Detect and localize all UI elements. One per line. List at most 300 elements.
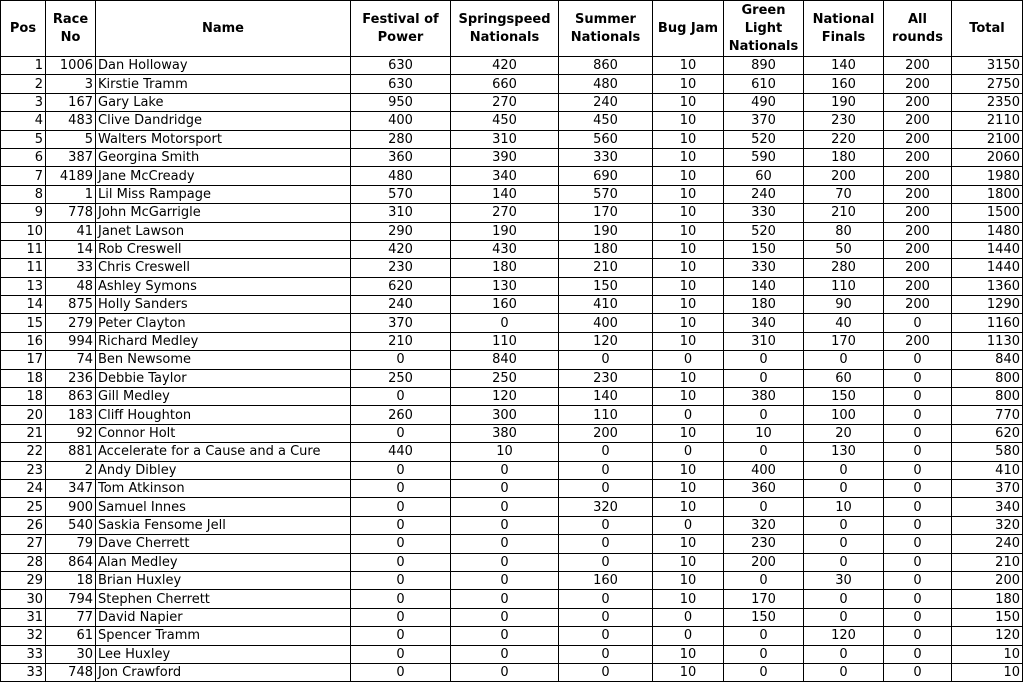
name-cell: Clive Dandridge — [96, 112, 351, 130]
column-header-bug-jam: Bug Jam — [653, 1, 724, 57]
green-light-nationals-cell: 0 — [724, 627, 804, 645]
name-cell: Tom Atkinson — [96, 479, 351, 497]
all-rounds-cell: 0 — [884, 516, 952, 534]
total-cell: 840 — [952, 351, 1023, 369]
springspeed-nationals-cell: 420 — [451, 57, 559, 75]
summer-nationals-cell: 0 — [559, 461, 653, 479]
springspeed-nationals-cell: 0 — [451, 663, 559, 681]
summer-nationals-cell: 320 — [559, 498, 653, 516]
national-finals-cell: 280 — [804, 259, 884, 277]
total-cell: 1160 — [952, 314, 1023, 332]
all-rounds-cell: 200 — [884, 130, 952, 148]
green-light-nationals-cell: 380 — [724, 388, 804, 406]
name-cell: Rob Creswell — [96, 240, 351, 258]
total-cell: 210 — [952, 553, 1023, 571]
table-row — [1, 112, 1023, 130]
springspeed-nationals-cell: 270 — [451, 204, 559, 222]
bug-jam-cell: 10 — [653, 535, 724, 553]
national-finals-cell: 140 — [804, 57, 884, 75]
table-row — [1, 627, 1023, 645]
springspeed-nationals-cell: 0 — [451, 608, 559, 626]
total-cell: 1130 — [952, 332, 1023, 350]
name-cell: Richard Medley — [96, 332, 351, 350]
festival-of-power-cell: 310 — [351, 204, 451, 222]
total-cell: 620 — [952, 424, 1023, 442]
bug-jam-cell: 10 — [653, 645, 724, 663]
summer-nationals-cell: 240 — [559, 93, 653, 111]
pos-cell: 25 — [1, 498, 46, 516]
festival-of-power-cell: 0 — [351, 461, 451, 479]
name-cell: Cliff Houghton — [96, 406, 351, 424]
festival-of-power-cell: 0 — [351, 498, 451, 516]
name-cell: Connor Holt — [96, 424, 351, 442]
green-light-nationals-cell: 240 — [724, 185, 804, 203]
total-cell: 200 — [952, 571, 1023, 589]
race-no-cell: 540 — [46, 516, 96, 534]
pos-cell: 32 — [1, 627, 46, 645]
race-no-cell: 748 — [46, 663, 96, 681]
total-cell: 10 — [952, 645, 1023, 663]
pos-cell: 14 — [1, 296, 46, 314]
national-finals-cell: 150 — [804, 388, 884, 406]
pos-cell: 1 — [1, 57, 46, 75]
name-cell: David Napier — [96, 608, 351, 626]
national-finals-cell: 100 — [804, 406, 884, 424]
pos-cell: 11 — [1, 259, 46, 277]
all-rounds-cell: 200 — [884, 296, 952, 314]
total-cell: 320 — [952, 516, 1023, 534]
race-no-cell: 92 — [46, 424, 96, 442]
pos-cell: 18 — [1, 388, 46, 406]
green-light-nationals-cell: 340 — [724, 314, 804, 332]
name-cell: Jon Crawford — [96, 663, 351, 681]
name-cell: Alan Medley — [96, 553, 351, 571]
name-cell: Spencer Tramm — [96, 627, 351, 645]
bug-jam-cell: 10 — [653, 388, 724, 406]
summer-nationals-cell: 400 — [559, 314, 653, 332]
total-cell: 1360 — [952, 277, 1023, 295]
green-light-nationals-cell: 170 — [724, 590, 804, 608]
festival-of-power-cell: 0 — [351, 663, 451, 681]
pos-cell: 30 — [1, 590, 46, 608]
festival-of-power-cell: 370 — [351, 314, 451, 332]
all-rounds-cell: 200 — [884, 148, 952, 166]
green-light-nationals-cell: 200 — [724, 553, 804, 571]
green-light-nationals-cell: 0 — [724, 645, 804, 663]
festival-of-power-cell: 0 — [351, 535, 451, 553]
summer-nationals-cell: 0 — [559, 627, 653, 645]
national-finals-cell: 0 — [804, 351, 884, 369]
green-light-nationals-cell: 0 — [724, 443, 804, 461]
table-row — [1, 167, 1023, 185]
springspeed-nationals-cell: 250 — [451, 369, 559, 387]
summer-nationals-cell: 0 — [559, 443, 653, 461]
summer-nationals-cell: 0 — [559, 479, 653, 497]
race-no-cell: 1006 — [46, 57, 96, 75]
name-cell: Holly Sanders — [96, 296, 351, 314]
column-header-race-no: Race No — [46, 1, 96, 57]
race-no-cell: 14 — [46, 240, 96, 258]
pos-cell: 18 — [1, 369, 46, 387]
green-light-nationals-cell: 310 — [724, 332, 804, 350]
summer-nationals-cell: 690 — [559, 167, 653, 185]
springspeed-nationals-cell: 840 — [451, 351, 559, 369]
table-row — [1, 571, 1023, 589]
festival-of-power-cell: 570 — [351, 185, 451, 203]
table-row — [1, 535, 1023, 553]
race-no-cell: 2 — [46, 461, 96, 479]
pos-cell: 24 — [1, 479, 46, 497]
national-finals-cell: 50 — [804, 240, 884, 258]
festival-of-power-cell: 400 — [351, 112, 451, 130]
national-finals-cell: 30 — [804, 571, 884, 589]
festival-of-power-cell: 0 — [351, 571, 451, 589]
all-rounds-cell: 0 — [884, 406, 952, 424]
festival-of-power-cell: 950 — [351, 93, 451, 111]
springspeed-nationals-cell: 0 — [451, 590, 559, 608]
table-body — [1, 57, 1023, 682]
total-cell: 580 — [952, 443, 1023, 461]
bug-jam-cell: 10 — [653, 296, 724, 314]
bug-jam-cell: 10 — [653, 277, 724, 295]
table-row — [1, 222, 1023, 240]
name-cell: Dave Cherrett — [96, 535, 351, 553]
total-cell: 410 — [952, 461, 1023, 479]
table-row — [1, 498, 1023, 516]
springspeed-nationals-cell: 10 — [451, 443, 559, 461]
bug-jam-cell: 0 — [653, 406, 724, 424]
festival-of-power-cell: 0 — [351, 516, 451, 534]
green-light-nationals-cell: 590 — [724, 148, 804, 166]
bug-jam-cell: 0 — [653, 627, 724, 645]
race-no-cell: 875 — [46, 296, 96, 314]
race-no-cell: 900 — [46, 498, 96, 516]
total-cell: 180 — [952, 590, 1023, 608]
table-row — [1, 259, 1023, 277]
table-row — [1, 75, 1023, 93]
national-finals-cell: 0 — [804, 663, 884, 681]
green-light-nationals-cell: 150 — [724, 240, 804, 258]
bug-jam-cell: 10 — [653, 222, 724, 240]
race-no-cell: 61 — [46, 627, 96, 645]
pos-cell: 11 — [1, 240, 46, 258]
green-light-nationals-cell: 610 — [724, 75, 804, 93]
national-finals-cell: 0 — [804, 516, 884, 534]
name-cell: Janet Lawson — [96, 222, 351, 240]
pos-cell: 10 — [1, 222, 46, 240]
name-cell: Walters Motorsport — [96, 130, 351, 148]
bug-jam-cell: 10 — [653, 479, 724, 497]
pos-cell: 3 — [1, 93, 46, 111]
total-cell: 1440 — [952, 240, 1023, 258]
springspeed-nationals-cell: 160 — [451, 296, 559, 314]
total-cell: 370 — [952, 479, 1023, 497]
name-cell: Georgina Smith — [96, 148, 351, 166]
name-cell: Kirstie Tramm — [96, 75, 351, 93]
column-header-national-finals: National Finals — [804, 1, 884, 57]
festival-of-power-cell: 440 — [351, 443, 451, 461]
summer-nationals-cell: 0 — [559, 645, 653, 663]
race-no-cell: 41 — [46, 222, 96, 240]
green-light-nationals-cell: 0 — [724, 498, 804, 516]
all-rounds-cell: 0 — [884, 535, 952, 553]
column-header-total: Total — [952, 1, 1023, 57]
national-finals-cell: 190 — [804, 93, 884, 111]
race-no-cell: 483 — [46, 112, 96, 130]
summer-nationals-cell: 190 — [559, 222, 653, 240]
bug-jam-cell: 10 — [653, 553, 724, 571]
name-cell: Chris Creswell — [96, 259, 351, 277]
all-rounds-cell: 0 — [884, 314, 952, 332]
bug-jam-cell: 10 — [653, 148, 724, 166]
pos-cell: 13 — [1, 277, 46, 295]
pos-cell: 8 — [1, 185, 46, 203]
table-row — [1, 351, 1023, 369]
all-rounds-cell: 0 — [884, 590, 952, 608]
green-light-nationals-cell: 10 — [724, 424, 804, 442]
race-no-cell: 30 — [46, 645, 96, 663]
festival-of-power-cell: 630 — [351, 57, 451, 75]
festival-of-power-cell: 360 — [351, 148, 451, 166]
race-no-cell: 77 — [46, 608, 96, 626]
festival-of-power-cell: 420 — [351, 240, 451, 258]
race-no-cell: 881 — [46, 443, 96, 461]
green-light-nationals-cell: 180 — [724, 296, 804, 314]
summer-nationals-cell: 180 — [559, 240, 653, 258]
summer-nationals-cell: 170 — [559, 204, 653, 222]
green-light-nationals-cell: 330 — [724, 259, 804, 277]
all-rounds-cell: 0 — [884, 479, 952, 497]
green-light-nationals-cell: 520 — [724, 222, 804, 240]
bug-jam-cell: 10 — [653, 571, 724, 589]
all-rounds-cell: 0 — [884, 443, 952, 461]
name-cell: John McGarrigle — [96, 204, 351, 222]
table-row — [1, 369, 1023, 387]
all-rounds-cell: 200 — [884, 75, 952, 93]
total-cell: 2350 — [952, 93, 1023, 111]
bug-jam-cell: 10 — [653, 424, 724, 442]
race-no-cell: 794 — [46, 590, 96, 608]
bug-jam-cell: 10 — [653, 75, 724, 93]
race-no-cell: 778 — [46, 204, 96, 222]
pos-cell: 5 — [1, 130, 46, 148]
bug-jam-cell: 10 — [653, 461, 724, 479]
springspeed-nationals-cell: 270 — [451, 93, 559, 111]
bug-jam-cell: 10 — [653, 314, 724, 332]
all-rounds-cell: 200 — [884, 185, 952, 203]
pos-cell: 31 — [1, 608, 46, 626]
all-rounds-cell: 200 — [884, 57, 952, 75]
table-row — [1, 314, 1023, 332]
total-cell: 1980 — [952, 167, 1023, 185]
total-cell: 3150 — [952, 57, 1023, 75]
race-no-cell: 347 — [46, 479, 96, 497]
all-rounds-cell: 200 — [884, 93, 952, 111]
springspeed-nationals-cell: 180 — [451, 259, 559, 277]
national-finals-cell: 90 — [804, 296, 884, 314]
total-cell: 1800 — [952, 185, 1023, 203]
summer-nationals-cell: 0 — [559, 663, 653, 681]
all-rounds-cell: 0 — [884, 424, 952, 442]
national-finals-cell: 0 — [804, 645, 884, 663]
all-rounds-cell: 0 — [884, 351, 952, 369]
springspeed-nationals-cell: 190 — [451, 222, 559, 240]
pos-cell: 23 — [1, 461, 46, 479]
national-finals-cell: 0 — [804, 590, 884, 608]
summer-nationals-cell: 230 — [559, 369, 653, 387]
springspeed-nationals-cell: 0 — [451, 645, 559, 663]
festival-of-power-cell: 250 — [351, 369, 451, 387]
all-rounds-cell: 0 — [884, 571, 952, 589]
race-no-cell: 863 — [46, 388, 96, 406]
all-rounds-cell: 0 — [884, 663, 952, 681]
table-row — [1, 130, 1023, 148]
table-row — [1, 424, 1023, 442]
springspeed-nationals-cell: 0 — [451, 461, 559, 479]
total-cell: 800 — [952, 388, 1023, 406]
pos-cell: 4 — [1, 112, 46, 130]
springspeed-nationals-cell: 380 — [451, 424, 559, 442]
column-header-springspeed-nationals: Springspeed Nationals — [451, 1, 559, 57]
table-row — [1, 277, 1023, 295]
summer-nationals-cell: 450 — [559, 112, 653, 130]
name-cell: Ashley Symons — [96, 277, 351, 295]
springspeed-nationals-cell: 120 — [451, 388, 559, 406]
total-cell: 1440 — [952, 259, 1023, 277]
national-finals-cell: 0 — [804, 535, 884, 553]
total-cell: 1290 — [952, 296, 1023, 314]
summer-nationals-cell: 0 — [559, 608, 653, 626]
table-row — [1, 443, 1023, 461]
festival-of-power-cell: 280 — [351, 130, 451, 148]
table-row — [1, 479, 1023, 497]
festival-of-power-cell: 290 — [351, 222, 451, 240]
national-finals-cell: 110 — [804, 277, 884, 295]
festival-of-power-cell: 210 — [351, 332, 451, 350]
bug-jam-cell: 10 — [653, 240, 724, 258]
festival-of-power-cell: 0 — [351, 479, 451, 497]
festival-of-power-cell: 0 — [351, 627, 451, 645]
national-finals-cell: 70 — [804, 185, 884, 203]
springspeed-nationals-cell: 0 — [451, 516, 559, 534]
festival-of-power-cell: 260 — [351, 406, 451, 424]
race-no-cell: 33 — [46, 259, 96, 277]
name-cell: Brian Huxley — [96, 571, 351, 589]
table-row — [1, 590, 1023, 608]
table-row — [1, 406, 1023, 424]
springspeed-nationals-cell: 0 — [451, 479, 559, 497]
green-light-nationals-cell: 520 — [724, 130, 804, 148]
springspeed-nationals-cell: 110 — [451, 332, 559, 350]
table-row — [1, 461, 1023, 479]
green-light-nationals-cell: 370 — [724, 112, 804, 130]
race-no-cell: 864 — [46, 553, 96, 571]
column-header-green-light-nationals: Green Light Nationals — [724, 1, 804, 57]
green-light-nationals-cell: 230 — [724, 535, 804, 553]
pos-cell: 21 — [1, 424, 46, 442]
table-row — [1, 516, 1023, 534]
summer-nationals-cell: 150 — [559, 277, 653, 295]
springspeed-nationals-cell: 0 — [451, 535, 559, 553]
table-row — [1, 663, 1023, 681]
all-rounds-cell: 0 — [884, 498, 952, 516]
all-rounds-cell: 200 — [884, 222, 952, 240]
total-cell: 2110 — [952, 112, 1023, 130]
green-light-nationals-cell: 140 — [724, 277, 804, 295]
festival-of-power-cell: 480 — [351, 167, 451, 185]
name-cell: Dan Holloway — [96, 57, 351, 75]
green-light-nationals-cell: 0 — [724, 571, 804, 589]
summer-nationals-cell: 0 — [559, 590, 653, 608]
national-finals-cell: 20 — [804, 424, 884, 442]
green-light-nationals-cell: 890 — [724, 57, 804, 75]
springspeed-nationals-cell: 660 — [451, 75, 559, 93]
springspeed-nationals-cell: 310 — [451, 130, 559, 148]
name-cell: Samuel Innes — [96, 498, 351, 516]
bug-jam-cell: 10 — [653, 57, 724, 75]
summer-nationals-cell: 0 — [559, 516, 653, 534]
race-no-cell: 167 — [46, 93, 96, 111]
green-light-nationals-cell: 0 — [724, 369, 804, 387]
summer-nationals-cell: 120 — [559, 332, 653, 350]
name-cell: Ben Newsome — [96, 351, 351, 369]
race-no-cell: 183 — [46, 406, 96, 424]
column-header-name: Name — [96, 1, 351, 57]
race-no-cell: 79 — [46, 535, 96, 553]
bug-jam-cell: 0 — [653, 443, 724, 461]
national-finals-cell: 60 — [804, 369, 884, 387]
summer-nationals-cell: 160 — [559, 571, 653, 589]
summer-nationals-cell: 560 — [559, 130, 653, 148]
pos-cell: 27 — [1, 535, 46, 553]
festival-of-power-cell: 230 — [351, 259, 451, 277]
festival-of-power-cell: 0 — [351, 608, 451, 626]
festival-of-power-cell: 240 — [351, 296, 451, 314]
bug-jam-cell: 10 — [653, 332, 724, 350]
all-rounds-cell: 200 — [884, 259, 952, 277]
all-rounds-cell: 200 — [884, 112, 952, 130]
festival-of-power-cell: 0 — [351, 424, 451, 442]
national-finals-cell: 120 — [804, 627, 884, 645]
pos-cell: 28 — [1, 553, 46, 571]
total-cell: 800 — [952, 369, 1023, 387]
summer-nationals-cell: 140 — [559, 388, 653, 406]
name-cell: Gill Medley — [96, 388, 351, 406]
total-cell: 120 — [952, 627, 1023, 645]
pos-cell: 33 — [1, 645, 46, 663]
total-cell: 2750 — [952, 75, 1023, 93]
table-row — [1, 608, 1023, 626]
festival-of-power-cell: 620 — [351, 277, 451, 295]
summer-nationals-cell: 0 — [559, 351, 653, 369]
summer-nationals-cell: 210 — [559, 259, 653, 277]
table-row — [1, 332, 1023, 350]
summer-nationals-cell: 330 — [559, 148, 653, 166]
name-cell: Saskia Fensome Jell — [96, 516, 351, 534]
name-cell: Andy Dibley — [96, 461, 351, 479]
total-cell: 340 — [952, 498, 1023, 516]
national-finals-cell: 80 — [804, 222, 884, 240]
green-light-nationals-cell: 60 — [724, 167, 804, 185]
springspeed-nationals-cell: 340 — [451, 167, 559, 185]
name-cell: Accelerate for a Cause and a Cure — [96, 443, 351, 461]
festival-of-power-cell: 0 — [351, 645, 451, 663]
bug-jam-cell: 10 — [653, 130, 724, 148]
festival-of-power-cell: 0 — [351, 388, 451, 406]
green-light-nationals-cell: 0 — [724, 663, 804, 681]
springspeed-nationals-cell: 140 — [451, 185, 559, 203]
race-no-cell: 5 — [46, 130, 96, 148]
